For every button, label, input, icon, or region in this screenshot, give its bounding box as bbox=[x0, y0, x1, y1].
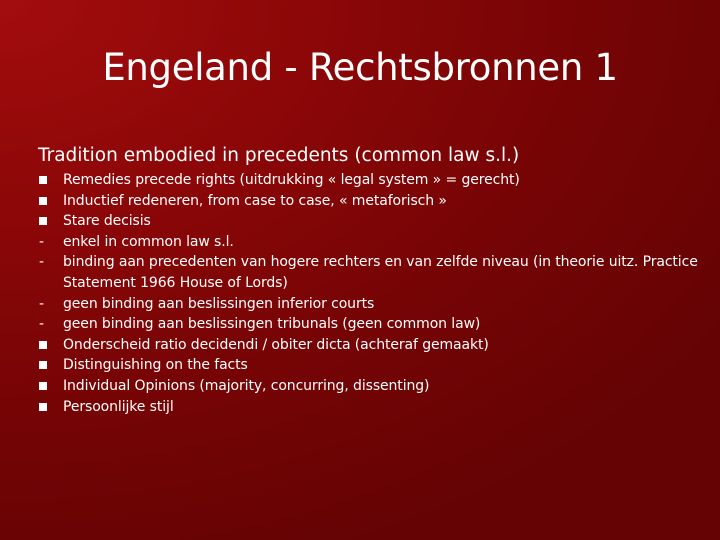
dash-bullet-icon bbox=[38, 294, 63, 315]
list-item-text: Onderscheid ratio decidendi / obiter dicta (achteraf gemaakt) bbox=[63, 336, 489, 353]
list-item-text: geen binding aan beslissingen tribunals (geen common law) bbox=[63, 316, 481, 333]
list-item-text: binding aan precedenten van hogere rechters en van zelfde niveau (in theorie uitz. Practice Statement 1966 House of Lords) bbox=[63, 254, 698, 291]
square-bullet-icon bbox=[38, 335, 63, 356]
list-item-text: Inductief redeneren, from case to case, « metaforisch » bbox=[63, 192, 447, 209]
dash-bullet-icon bbox=[38, 232, 63, 253]
dash-bullet-icon bbox=[38, 252, 63, 273]
square-bullet-icon bbox=[38, 191, 63, 212]
list-item bbox=[38, 170, 698, 191]
list-item bbox=[38, 211, 698, 232]
square-bullet-icon bbox=[38, 376, 63, 397]
list-item-text: geen binding aan beslissingen inferior courts bbox=[63, 295, 375, 312]
square-bullet-icon bbox=[38, 397, 63, 418]
list-item-text: enkel in common law s.l. bbox=[63, 233, 234, 250]
dash-bullet-icon bbox=[38, 314, 63, 335]
square-bullet-icon bbox=[38, 170, 63, 191]
slide-title: Engeland - Rechtsbronnen 1 bbox=[102, 46, 618, 89]
slide-subtitle: Tradition embodied in precedents (common law s.l.) bbox=[38, 145, 520, 166]
list-item bbox=[38, 335, 698, 356]
square-bullet-icon bbox=[38, 211, 63, 232]
square-bullet-icon bbox=[38, 355, 63, 376]
bullet-list bbox=[38, 170, 698, 417]
list-item bbox=[38, 294, 698, 315]
list-item bbox=[38, 314, 698, 335]
list-item-text: Remedies precede rights (uitdrukking « legal system » = gerecht) bbox=[63, 172, 520, 188]
list-item bbox=[38, 252, 698, 293]
list-item bbox=[38, 191, 698, 212]
list-item-text: Stare decisis bbox=[63, 213, 151, 230]
list-item-text: Individual Opinions (majority, concurring, dissenting) bbox=[63, 377, 430, 394]
list-item bbox=[38, 232, 698, 253]
list-item bbox=[38, 376, 698, 397]
list-item-text: Persoonlijke stijl bbox=[63, 398, 174, 415]
list-item-text: Distinguishing on the facts bbox=[63, 357, 248, 374]
list-item bbox=[38, 355, 698, 376]
list-item bbox=[38, 397, 698, 418]
